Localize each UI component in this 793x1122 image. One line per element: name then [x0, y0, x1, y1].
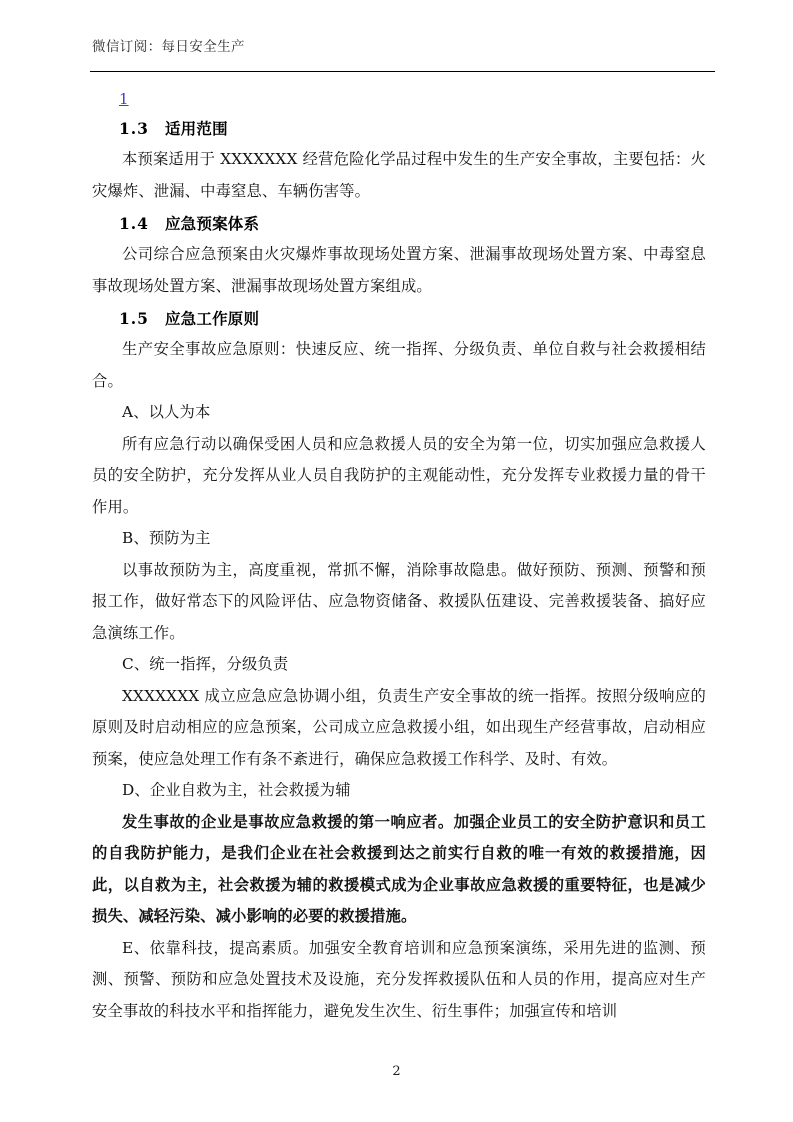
page-number: 2 [392, 1064, 401, 1079]
section-number-1-3: 1.3 [119, 119, 149, 138]
principle-body-a: 所有应急行动以确保受困人员和应急救援人员的安全为第一位，切实加强应急救援人员的安全防护，充分发挥从业人员自我防护的主观能动性，充分发挥专业救援力量的骨干作用。 [92, 434, 706, 516]
section-title-1-5: 应急工作原则 [164, 310, 260, 328]
principle-label-a: A、以人为本 [122, 403, 211, 421]
principle-label-b: B、预防为主 [122, 529, 211, 547]
section-heading-1-3 [92, 114, 706, 144]
section-heading-1-4 [92, 209, 706, 239]
section-paragraph-1-3: 本预案适用于 XXXXXXX 经营危险化学品过程中发生的生产安全事故，主要包括：火灾爆炸、泄漏、中毒窒息、车辆伤害等。 [92, 150, 706, 200]
section-paragraph-1-4: 公司综合应急预案由火灾爆炸事故现场处置方案、泄漏事故现场处置方案、中毒窒息事故现场处置方案、泄漏事故现场处置方案组成。 [92, 245, 706, 295]
section-heading-1-5 [92, 304, 706, 334]
section-paragraph-1-5: 生产安全事故应急原则：快速反应、统一指挥、分级负责、单位自救与社会救援相结合。 [92, 340, 706, 390]
header-divider-rule [90, 71, 715, 72]
section-title-1-4: 应急预案体系 [164, 215, 260, 233]
page-footer [0, 1060, 793, 1081]
anchor-link-1[interactable]: 1 [119, 90, 129, 108]
principle-body-d: 发生事故的企业是事故应急救援的第一响应者。加强企业员工的安全防护意识和员工的自我防护能力，是我们企业在社会救援到达之前实行自救的唯一有效的救援措施，因此，以自救为主，社会救援为辅的救援模式成为企业事故应急救援的重要特征，也是减少损失、减轻污染、减小影响的必要的救援措施。 [92, 812, 706, 925]
principle-body-c: XXXXXXX 成立应急应急协调小组，负责生产安全事故的统一指挥。按照分级响应的原则及时启动相应的应急预案，公司成立应急救援小组，如出现生产经营事故，启动相应预案，使应急处理工作有条不紊进行，确保应急救援工作科学、及时、有效。 [92, 686, 706, 768]
principle-label-d: D、企业自救为主，社会救援为辅 [122, 781, 351, 799]
page-header [0, 0, 793, 78]
section-number-1-4: 1.4 [119, 214, 149, 233]
header-subscription-text: 微信订阅：每日安全生产 [92, 39, 245, 55]
section-number-1-5: 1.5 [119, 309, 149, 328]
section-title-1-3: 适用范围 [164, 120, 228, 138]
document-body [92, 86, 706, 1027]
principle-body-e: E、依靠科技，提高素质。加强安全教育培训和应急预案演练，采用先进的监测、预测、预警、预防和应急处置技术及设施，充分发挥救援队伍和人员的作用，提高应对生产安全事故的科技水平和指挥能力，避免发生次生、衍生事件；加强宣传和培训 [92, 938, 706, 1020]
principle-label-c: C、统一指挥，分级负责 [122, 655, 289, 673]
principle-body-b: 以事故预防为主，高度重视，常抓不懈，消除事故隐患。做好预防、预测、预警和预报工作，做好常态下的风险评估、应急物资储备、救援队伍建设、完善救援装备、搞好应急演练工作。 [92, 560, 706, 642]
